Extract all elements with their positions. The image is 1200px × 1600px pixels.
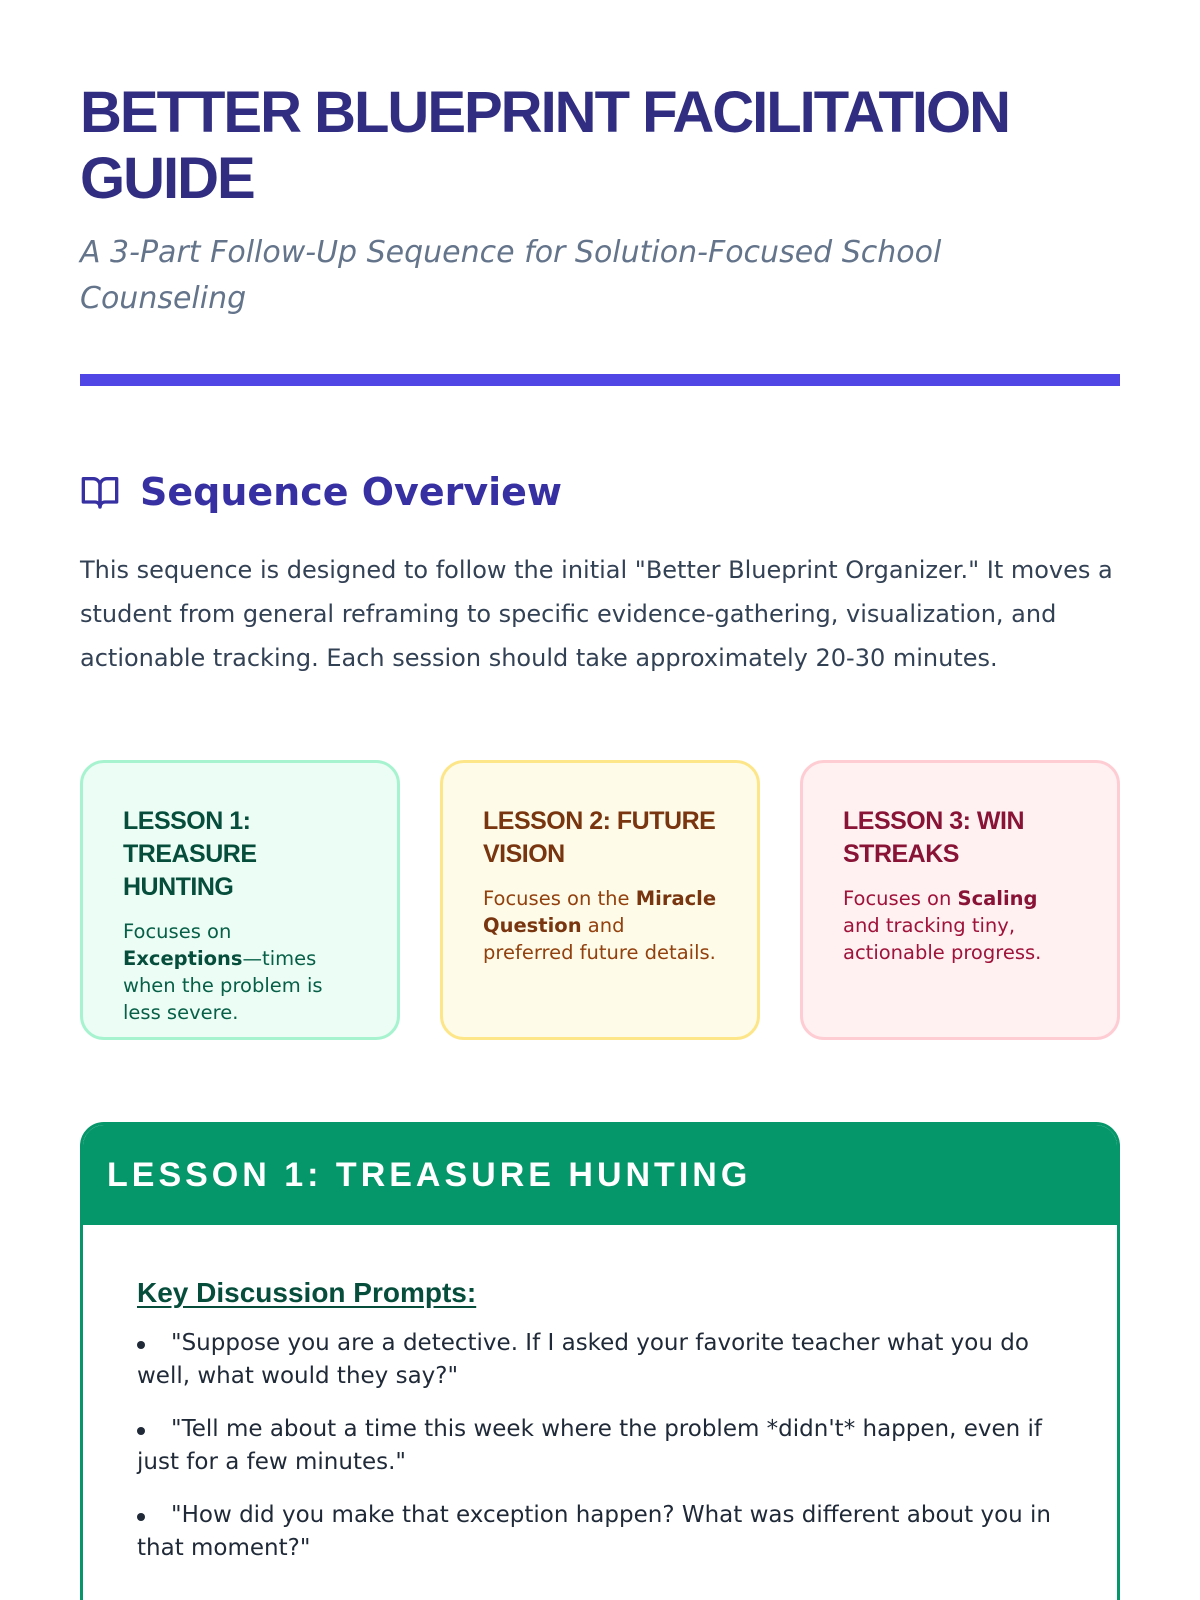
lesson-cards	[80, 760, 1120, 1040]
lesson-1-section	[80, 1122, 1120, 1600]
bullet-icon	[137, 1341, 145, 1349]
section-title: Sequence Overview	[140, 470, 563, 514]
prompts-heading: Key Discussion Prompts:	[137, 1277, 477, 1308]
lesson-card-3	[800, 760, 1120, 1040]
page-title: BETTER BLUEPRINT FACILITATION GUIDE	[80, 80, 1010, 211]
lesson-card-description: Focuses on the Miracle Question and preferred future details.	[483, 887, 717, 964]
lesson-1-body	[83, 1225, 1117, 1565]
list-item: "How did you make that exception happen? What was different about you in that moment?"	[137, 1502, 1051, 1561]
lesson-card-title: LESSON 3: WIN STREAKS	[843, 807, 1025, 868]
title-divider	[80, 374, 1120, 386]
bullet-icon	[137, 1513, 145, 1521]
lesson-card-description: Focuses on Scaling and tracking tiny, actionable progress.	[843, 887, 1042, 964]
lesson-card-title: LESSON 1: TREASURE HUNTING	[123, 807, 257, 901]
list-item: "Suppose you are a detective. If I asked your favorite teacher what you do well, what would they say?"	[137, 1330, 1029, 1389]
list-item: "Tell me about a time this week where the problem *didn't* happen, even if just for a few minutes."	[137, 1416, 1043, 1475]
overview-heading	[80, 468, 562, 516]
page-subtitle: A 3-Part Follow-Up Sequence for Solution-Focused School Counseling	[80, 235, 942, 316]
book-open-icon	[80, 472, 120, 512]
lesson-1-title: LESSON 1: TREASURE HUNTING	[107, 1155, 752, 1194]
lesson-card-2	[440, 760, 760, 1040]
prompt-list	[137, 1327, 1061, 1565]
lesson-card-description: Focuses on Exceptions—times when the problem is less severe.	[123, 920, 323, 1024]
lesson-1-header	[83, 1125, 1117, 1225]
bullet-icon	[137, 1427, 145, 1435]
overview-paragraph: This sequence is designed to follow the initial "Better Blueprint Organizer." It moves a student from general reframing to specific evidence-gathering, visualization, and actionable tracking. Each session should take approximately 20-30 minutes.	[80, 556, 1113, 672]
lesson-card-title: LESSON 2: FUTURE VISION	[483, 807, 716, 868]
lesson-card-1	[80, 760, 400, 1040]
